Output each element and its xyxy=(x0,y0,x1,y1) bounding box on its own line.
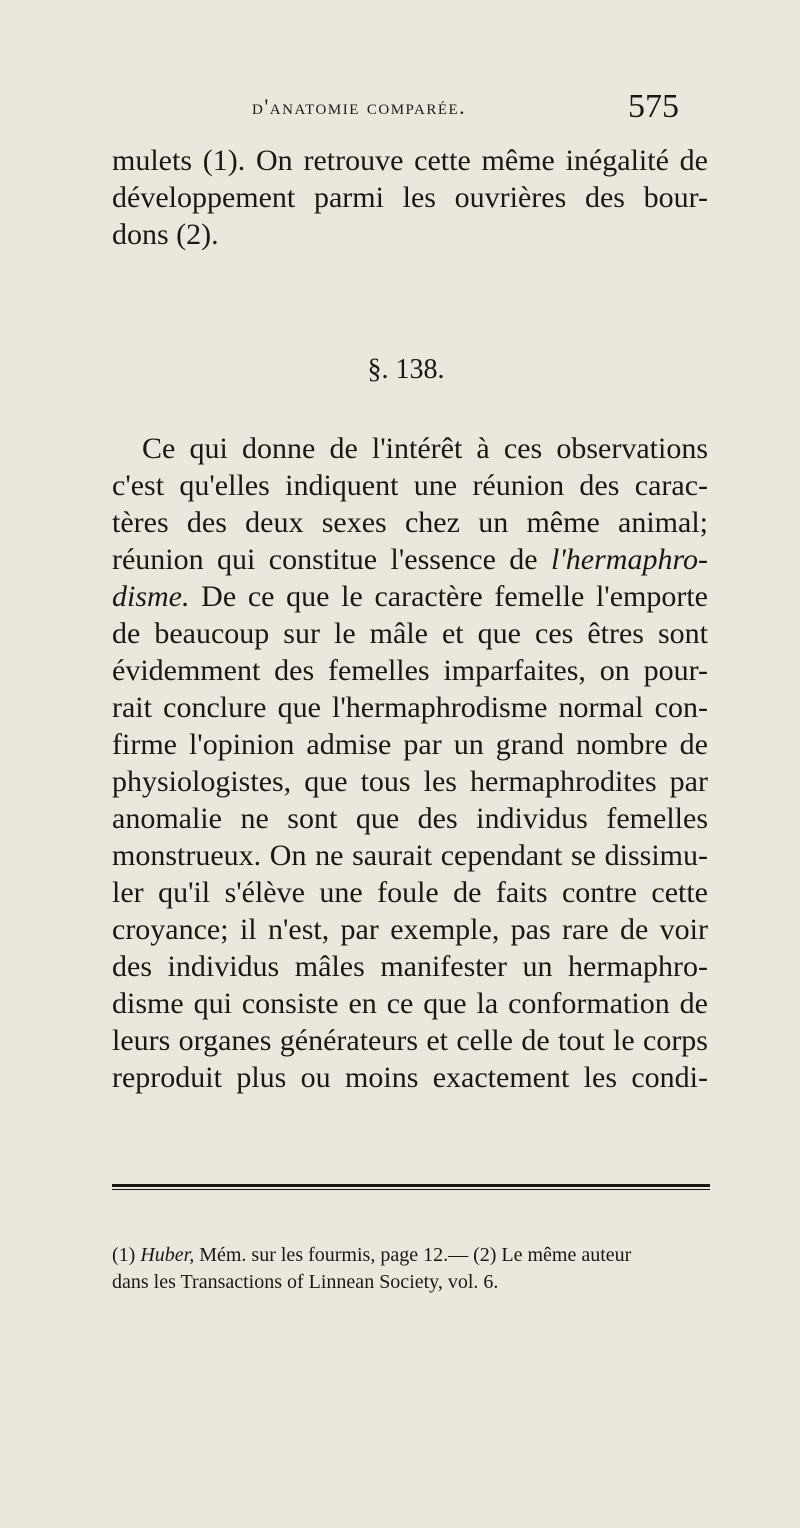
text-line: leurs organes générateurs et celle de tout le corps xyxy=(112,1024,708,1057)
text-line xyxy=(112,578,708,615)
text-line: de beaucoup sur le mâle et que ces êtres sont xyxy=(112,617,708,650)
text-line: croyance; il n'est, par exemple, pas rare de voir xyxy=(112,913,708,946)
italic-term: disme. xyxy=(112,580,190,613)
text-line: firme l'opinion admise par un grand nombre de xyxy=(112,728,708,761)
footnote-rule-thick xyxy=(112,1184,710,1187)
footnote-author: Huber, xyxy=(140,1244,195,1266)
footnote-line xyxy=(112,1242,710,1269)
text-line: reproduit plus ou moins exactement les condi- xyxy=(112,1061,708,1094)
text-line: développement parmi les ouvrières des bour- xyxy=(112,181,708,214)
italic-term: l'hermaphro- xyxy=(551,543,708,576)
footnotes xyxy=(112,1242,710,1296)
text-line: monstrueux. On ne saurait cependant se dissimu- xyxy=(112,839,708,872)
page-number: 575 xyxy=(628,88,679,125)
footnote-text: Mém. sur les fourmis, page 12.— (2) Le même auteur xyxy=(194,1244,632,1266)
text-line: Ce qui donne de l'intérêt à ces observations xyxy=(142,432,708,465)
text-line: rait conclure que l'hermaphrodisme normal con- xyxy=(112,691,708,724)
text-line: dons (2). xyxy=(112,218,219,251)
footnote-line: dans les Transactions of Linnean Society, vol. 6. xyxy=(112,1271,499,1293)
text-segment: De ce que le caractère femelle l'emporte xyxy=(189,580,708,613)
running-head xyxy=(0,88,800,128)
text-line: c'est qu'elles indiquent une réunion des carac- xyxy=(112,469,708,502)
text-line: mulets (1). On retrouve cette même inégalité de xyxy=(112,144,708,177)
text-line xyxy=(112,541,708,578)
paragraph-1 xyxy=(112,142,708,253)
text-line: tères des deux sexes chez un même animal; xyxy=(112,506,708,539)
section-number: §. 138. xyxy=(367,354,445,385)
text-line: ler qu'il s'élève une foule de faits contre cette xyxy=(112,876,708,909)
text-segment: réunion qui constitue l'essence de xyxy=(112,543,552,576)
text-line: disme qui consiste en ce que la conformation de xyxy=(112,987,708,1020)
text-line: physiologistes, que tous les hermaphrodites par xyxy=(112,765,708,798)
text-line: anomalie ne sont que des individus femelles xyxy=(112,802,708,835)
footnote-rule-thin xyxy=(112,1189,710,1190)
footnote-marker: (1) xyxy=(112,1244,136,1266)
text-line: évidemment des femelles imparfaites, on pour- xyxy=(112,654,708,687)
running-title: d'anatomie comparée. xyxy=(252,94,467,119)
paragraph-2 xyxy=(112,430,708,1096)
text-line: des individus mâles manifester un hermaphro- xyxy=(112,950,708,983)
